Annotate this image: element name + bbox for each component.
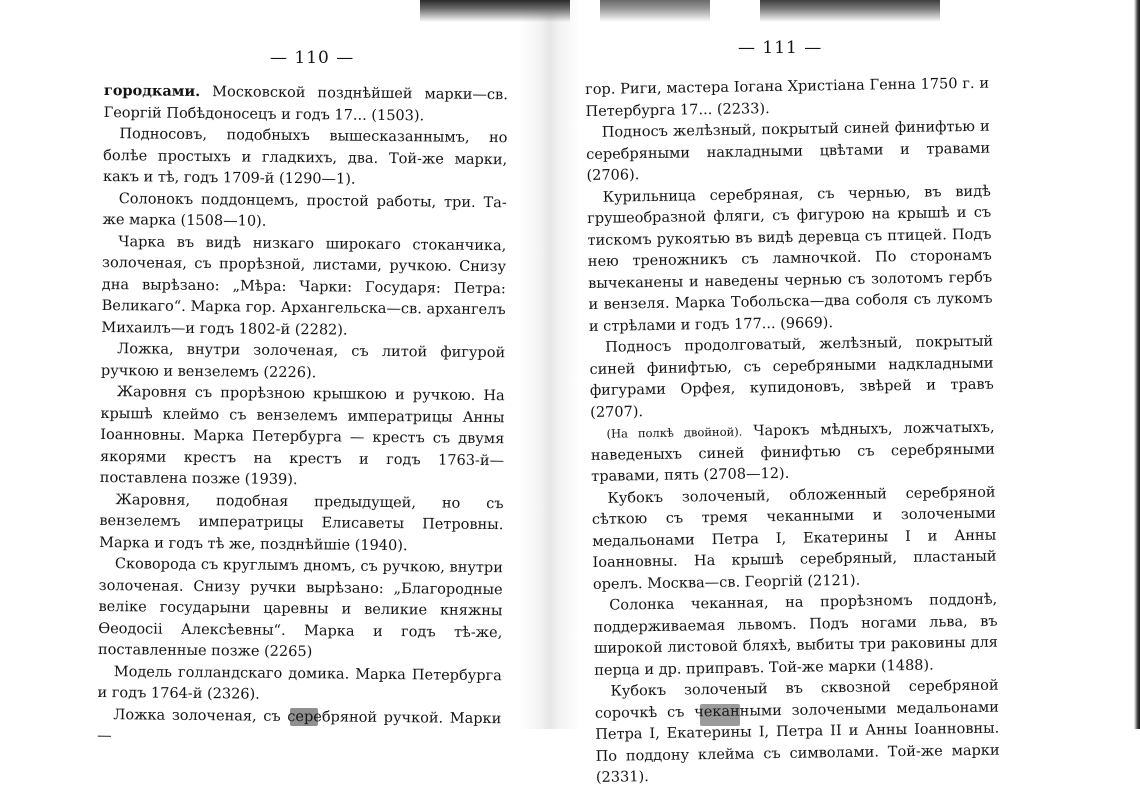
paragraph: Кубокъ золоченый, обложенный серебряной сѣткою съ тремя чеканными и золочеными медальонами Петра I, Екатерины I и Анны Іоанновны. На крышѣ серебряный, пластаный орелъ. Москва—св. Георгій (2121). bbox=[591, 484, 997, 593]
paragraph-lead: городками. bbox=[103, 81, 201, 101]
page-number-right: — 111 — bbox=[738, 38, 823, 58]
paragraph: Солонка чеканная, на прорѣзномъ поддонѣ, поддерживаемая львомъ. Подъ ногами льва, въ широкой листовой бляхѣ, выбиты три раковины для перца и др. приправъ. Той-же марки (1488). bbox=[593, 591, 999, 679]
page-number-left: — 110 — bbox=[270, 48, 355, 68]
paragraph: Жаровня, подобная предыдущей, но съ вензелемъ императрицы Елисаветы Петровны. Марка и годъ тѣ же, позднѣйшіе (1940). bbox=[99, 491, 504, 554]
scan-smudge-top-right bbox=[760, 0, 940, 22]
paragraph: Ложка, внутри золоченая, съ литой фигурой ручкою и вензелемъ (2226). bbox=[100, 341, 506, 381]
scan-smudge-top-left bbox=[420, 0, 570, 22]
paragraph-text: Московской позднѣйшей марки—св. Георгій Побѣдоносецъ и годъ 17... (1503). bbox=[103, 84, 508, 124]
paragraph-note: (На полкѣ двойной). bbox=[606, 424, 743, 441]
paragraph-text: Чарокъ мѣдныхъ, ложчатыхъ, наведеныхъ синей финифтью съ серебряными травами, пять (2708—12). bbox=[590, 419, 995, 485]
page-left-text bbox=[97, 80, 508, 752]
paragraph: Подносъ желѣзный, покрытый синей финифтью и серебряными накладными цвѣтами и травами (2706). bbox=[586, 118, 991, 184]
paragraph: гор. Риги, мастера Іогана Христіана Генна 1750 г. и Петербурга 17... (2233). bbox=[585, 75, 990, 120]
paragraph bbox=[104, 80, 508, 128]
scan-edge-right bbox=[1134, 0, 1140, 729]
paragraph: Жаровня съ прорѣзною крышкою и ручкою. На крышѣ клеймо съ вензелемъ императрицы Анны Іоанновны. Марка Петербурга — крестъ съ двумя якорями крестъ на крестъ и годъ 1763-й—поставлена позже (1939). bbox=[99, 384, 505, 489]
scan-smudge-top-center bbox=[600, 0, 710, 22]
paragraph: Модель голландскаго домика. Марка Петербурга и годъ 1764-й (2326). bbox=[97, 663, 502, 703]
paragraph: Ложка золоченая, съ серебряной ручкой. Марки— bbox=[97, 706, 502, 745]
paragraph: Солонокъ поддонцемъ, простой работы, три. Та-же марка (1508—10). bbox=[102, 190, 507, 230]
paragraph: Чарка въ видѣ низкаго широкаго стоканчика, золоченая, съ прорѣзной, листами, ручкою. Снизу дна вырѣзано: „Мѣра: Чарки: Государя: Петра: Великаго“. Марка гор. Архангельска—св. архангелъ Михаилъ—и годъ 1802-й (2282). bbox=[101, 233, 507, 339]
paragraph: Курильница серебряная, съ чернью, въ видѣ грушеобразной фляги, съ фигурою на крышѣ и съ тискомъ рукоятью въ видѣ деревца съ птицей. Подъ нею треножникъ съ ламночкой. По сторонамъ вычеканены и наведены чернью съ золотомъ гербъ и вензеля. Марка Тобольска—два соболя съ лукомъ и стрѣлами и годъ 177... (9669). bbox=[587, 183, 993, 335]
paragraph: Кубокъ золоченый въ сквозной серебряной сорочкѣ съ чеканными золочеными медальонами Петра I, Екатерины I, Петра II и Анны Іоанновны. По поддону клейма съ символами. Той-же марки (2331). bbox=[594, 677, 1000, 786]
page-right-text bbox=[585, 74, 1000, 789]
paragraph: Подносовъ, подобныхъ вышесказаннымъ, но болѣе простыхъ и гладкихъ, два. Той-же марки, какъ и тѣ, годъ 1709-й (1290—1). bbox=[102, 126, 508, 188]
paragraph: Подносъ продолговатый, желѣзный, покрытый синей финифтью, съ серебряными надкладными фигурами Орфея, купидоновъ, звѣрей и травъ (2707). bbox=[589, 333, 994, 421]
paragraph: Сковорода съ круглымъ дномъ, съ ручкою, внутри золоченая. Снизу ручки вырѣзано: „Благородные веліке государыни царевны и великие княжны Ѳеодосіі Алексѣевны“. Марка и годъ тѣ-же, поставленные позже (2265) bbox=[97, 556, 503, 661]
paragraph bbox=[590, 418, 995, 489]
book-gutter bbox=[520, 0, 580, 729]
